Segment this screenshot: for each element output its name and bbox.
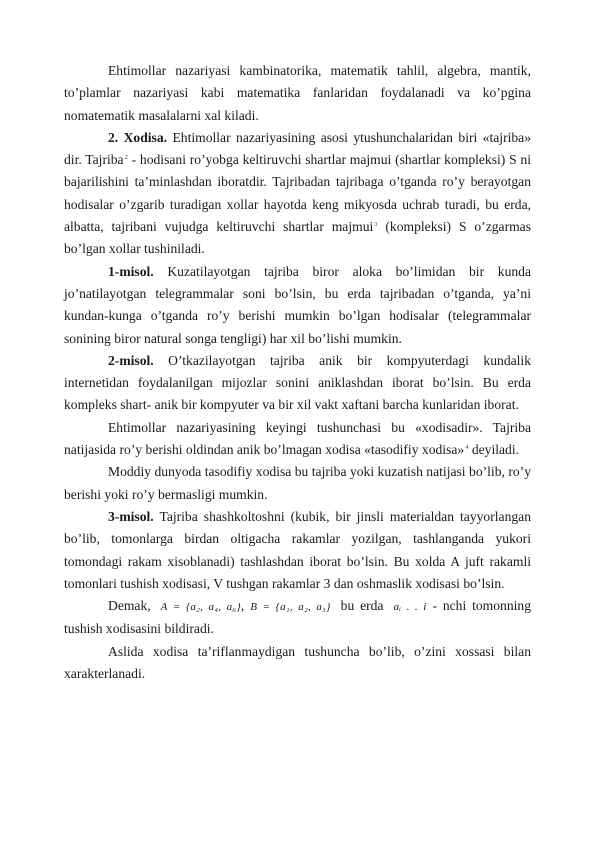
formula-ai: aᵢ . . i — [393, 601, 427, 614]
heading-xodisa: 2. Xodisa. — [108, 129, 168, 145]
paragraph-demak: Demak, A = {a₂, a₄, a₆}, B = {a₁, a₂, a₃} bu erda aᵢ . . i - nchi tomonning tushish xodisasini bildiradi. — [64, 598, 531, 637]
tasodifiy-text-a: Ehtimollar nazariyasining keyingi tushunchasi bu «xodisadir». Tajriba natijasida ro’y berishi oldindan anik bo’lmagan xodisa «tasodifiy xodisa» — [64, 419, 531, 458]
footnote-mark-4: 4 — [465, 443, 469, 451]
heading-misol-1: 1-misol. — [108, 263, 154, 279]
xodisa-text-c: (kompleksi) S o’zgarmas bo’lgan xollar tushiniladi. — [64, 219, 531, 257]
footnote-mark-2: 2 — [124, 153, 128, 161]
demak-text-b: bu erda — [340, 598, 384, 614]
xodisa-text-a: Ehtimollar nazariyasining asosi ytushunchalaridan biri «tajriba» dir. Tajriba — [64, 129, 532, 168]
formula-a-set: A = {a₂, a₄, a₆} — [160, 601, 241, 614]
misol-2-text: O’tkazilayotgan tajriba anik bir kompyuterdagi kundalik internetidan foydalanilgan mijozlar sonini aniklashdan iborat bo’lsin. Bu erda kompleks shart- anik bir kompyuter va bir xil vakt xaftani barcha kunlaridan iborat. — [64, 352, 531, 413]
formula-b-set: B = {a₁, a₂, a₃} — [250, 601, 331, 614]
heading-misol-2: 2-misol. — [108, 352, 154, 368]
tasodifiy-text-b: deyiladi. — [468, 442, 520, 458]
paragraph-misol-3 — [64, 506, 531, 595]
demak-text-c: - nchi tomonning tushish xodisasini bildiradi. — [64, 598, 531, 637]
paragraph-tasodifiy — [64, 417, 531, 462]
paragraph-moddiy: Moddiy dunyoda tasodifiy xodisa bu tajriba yoki kuzatish natijasi bo’lib, ro’y berishi yoki ro’y bermasligi mumkin. — [64, 464, 531, 502]
document-page — [64, 60, 531, 685]
misol-1-text: Kuzatilayotgan tajriba biror aloka bo’limidan bir kunda jo’natilayotgan telegrammalar soni bo’lsin, bu erda tajribadan o’tganda, ya’ni kundan-kunga o’tganda ro’y berishi mumkin bo’lgan hodisalar (telegrammalar sonining biror natural songa tengligi) har xil bo’lishi mumkin. — [64, 263, 531, 346]
misol-3-text: Tajriba shashkoltoshni (kubik, bir jinsli materialdan tayyorlangan bo’lib, tomonlarga birdan oltigacha rakamlar yozilgan, tashlanganda yukori tomondagi rakam xisoblanadi) tashlashdan iborat bo’lsin. Bu xolda A juft rakamli tomonlari tushish xodisasi, V tushgan rakamlar 3 dan oshmaslik xodisasi bo’lsin. — [64, 508, 531, 591]
demak-text-a: Demak, — [108, 598, 151, 614]
paragraph-misol-1 — [64, 261, 531, 350]
paragraph-misol-2 — [64, 350, 531, 417]
xodisa-text-b: - hodisani ro’yobga keltiruvchi shartlar majmui (shartlar kompleksi) S ni bajarilishini ta’minlashdan iboratdir. Tajribadan tajribaga o’tganda ro’y berayotgan hodisalar o’zgarib turadigan xollar hayotda keng mikyosda uchrab turadi, bu erda, albatta, tajribani vujudga keltiruvchi shartlar majmui — [64, 152, 531, 235]
paragraph-intro: Ehtimollar nazariyasi kambinatorika, matematik tahlil, algebra, mantik, to’plamlar nazariyasi kabi matematika fanlaridan foydalanadi va ko’pgina nomatematik masalalarni xal kiladi. — [64, 63, 531, 123]
heading-misol-3: 3-misol. — [108, 508, 154, 524]
footnote-mark-3: 3 — [374, 220, 378, 228]
paragraph-xodisa — [64, 127, 531, 261]
paragraph-aslida: Aslida xodisa ta’riflanmaydigan tushuncha bo’lib, o’zini xossasi bilan xarakterlanadi. — [64, 643, 531, 682]
